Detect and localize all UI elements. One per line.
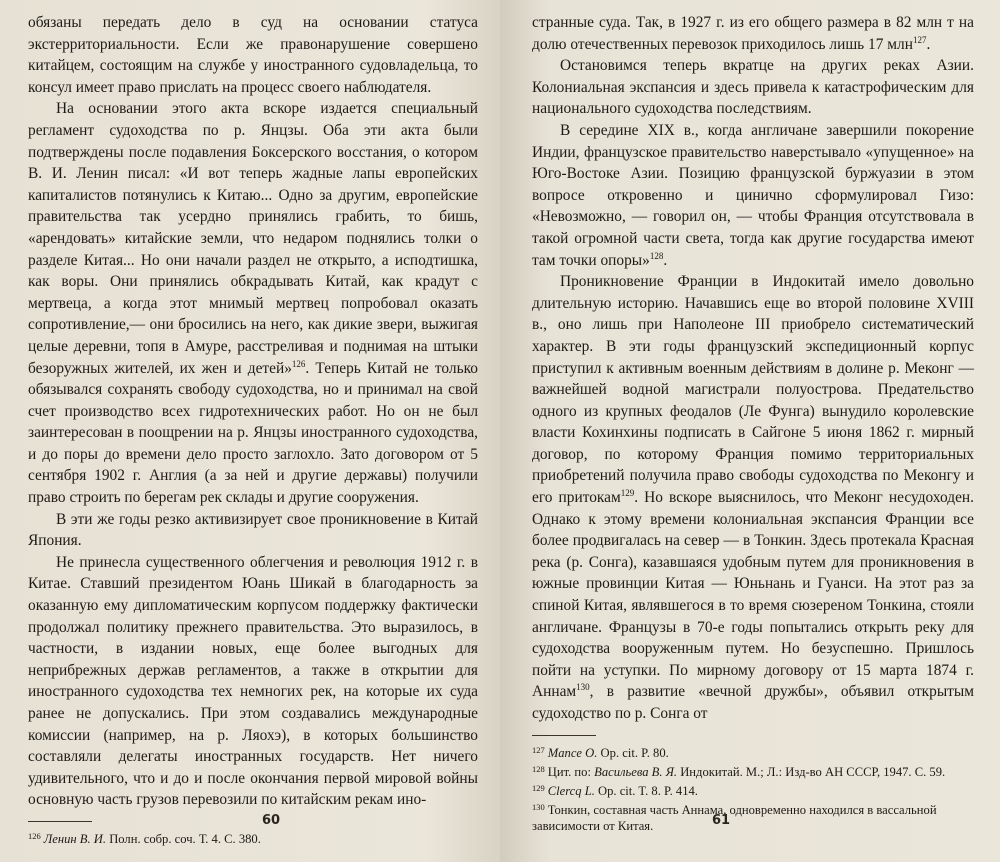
paragraph: обязаны передать дело в суд на основании статуса экстерриториальности. Если же правонарушение совершено китайцем, состоящим на службе у иностранного судовладельца, то консул имеет право прислать на процесс своего наблюдателя.: [28, 14, 478, 96]
paragraph-text: .: [926, 35, 931, 53]
paragraph: Не принесла существенного облегчения и революция 1912 г. в Китае. Ставший президентом Юань Шикай в благодарность за оказанную ему дипломатическим корпусом поддержку фактически продолжал политику прежнего правительства. Это выразилось, в частности, в издании новых, еще более выгодных для неприбрежных держав регламентов, а также в открытии для иностранного судоходства тех немногих рек, на которые их суда ранее не допускались. При этом создавались международные комиссии (например, на р. Ляохэ), в которых большинство составляли делегаты иностранных государств. Нет ничего удивительного, что и до и после окончания первой мировой войны основную часть грузов перевозили по китайским рекам ино-: [28, 553, 478, 809]
footnote: [532, 799, 974, 834]
right-page-text: [532, 12, 974, 725]
footnote-author: Васильева В. Я.: [594, 764, 678, 779]
paragraph: [28, 98, 478, 508]
paragraph: [532, 120, 974, 271]
footnote-ref: 127: [912, 34, 927, 45]
footnotes: [28, 828, 478, 847]
footnote-rule: [28, 821, 92, 822]
footnote-number: 128: [532, 763, 545, 774]
footnote-number: 127: [532, 744, 545, 755]
footnote-rule: [532, 735, 596, 736]
footnote-number: 130: [532, 801, 545, 812]
footnote-author: Ленин В. И.: [43, 831, 107, 846]
paragraph-text: , в развитие «вечной дружбы», объявил открытым судоходство по р. Сонга от: [532, 683, 974, 722]
footnote-number: 129: [532, 782, 545, 793]
paragraph-text: странные суда. Так, в 1927 г. из его общего размера в 82 млн т на долю отечественных перевозок приходилось лишь 17 млн: [532, 14, 974, 53]
paragraph: [532, 12, 974, 55]
paragraph-text: В середине XIX в., когда англичане завершили покорение Индии, французское правительство наверстывало «упущенное» на Юго-Востоке Азии. Позицию французской буржуазии в этом вопросе откровенно и цинично сформулировал Гизо: «Невозможно, — говорил он, — чтобы Франция отсутствовала в такой огромной части света, тогда как другие государства имеют там точки опоры»: [532, 121, 974, 269]
footnote-ref: 129: [620, 488, 635, 499]
footnote-author: Clercq L.: [547, 783, 595, 798]
footnote-ref: 126: [291, 358, 306, 369]
footnotes: [532, 742, 974, 834]
left-page-text: [28, 12, 478, 811]
footnote-ref: 128: [649, 250, 664, 261]
paragraph: В эти же годы резко активизирует свое проникновение в Китай Япония.: [28, 510, 478, 550]
paragraph-text: .: [663, 251, 668, 269]
footnote-number: 126: [28, 830, 41, 841]
footnote: [28, 828, 478, 847]
paragraph: Остановимся теперь вкратце на других реках Азии. Колониальная экспансия и здесь привела к катастрофическим для национального судоходства последствиям.: [532, 57, 974, 118]
paragraph-text: . Но вскоре выяснилось, что Меконг несудоходен. Однако к этому времени колониальная экспансия Франции все более продвигалась на север — в Тонкин. Здесь протекала Красная река (р. Сонга), казавшаяся удобным путем для проникновения в южные провинции Китая — Юньнань и Гуанси. На этот раз за спиной Китая, являвшегося в то время сюзереном Тонкина, стояли англичане. Французы в 70-е годы попытались открыть реку для судоходства вооруженным путем. Но безуспешно. Пришлось пойти на уступки. По мирному договору от 15 марта 1874 г. Аннам: [532, 489, 974, 701]
footnote-text: Индокитай. М.; Л.: Изд-во АН СССР, 1947. С. 59.: [677, 764, 946, 779]
page-number: 60: [262, 813, 281, 828]
page-number: 61: [712, 813, 731, 828]
footnote-ref: 130: [576, 682, 590, 693]
paragraph: [532, 271, 974, 724]
footnote-text: Полн. собр. соч. Т. 4. С. 380.: [106, 831, 261, 846]
footnote-text: Op. cit. T. 8. P. 414.: [594, 783, 698, 798]
paragraph-text: На основании этого акта вскоре издается специальный регламент судоходства по р. Янцзы. Оба эти акта были подтверждены после подавления Боксерского восстания, о котором В. И. Ленин писал: «И вот теперь жадные лапы европейских капиталистов потянулись к Китаю... Одно за другим, европейские правительства так усердно принялись грабить, то бишь, «арендовать» китайские земли, что недаром поднялись толки о разделе Китая... Но они начали раздел не открыто, а исподтишка, как воры. Они принялись обкрадывать Китай, как крадут с мертвеца, а когда этот мнимый мертвец попробовал оказать сопротивление,— они бросились на него, как дикие звери, выжигая целые деревни, топя в Амуре, расстреливая и поднимая на штыки безоружных жителей, их жен и детей»: [28, 100, 478, 377]
footnote: [532, 761, 974, 780]
footnote-prefix: Тонкин, составная часть Аннама, одновременно находился в вассальной зависимости от Китая.: [532, 802, 937, 833]
footnote: [532, 742, 974, 761]
footnote-author: Mance O.: [547, 745, 598, 760]
paragraph-text: . Теперь Китай не только обязывался сохранять свободу судоходства, но и принимал на свой счет производство всех гидротехнических работ. Но он не был заинтересован в поощрении на р. Янцзы иностранного судоходства, и до поры до времени дело просто заглохло. Зато договором от 5 сентября 1902 г. Англия (а за ней и другие державы) получили право строить по берегам рек склады и другие сооружения.: [28, 359, 478, 507]
footnote-prefix: Цит. по:: [547, 764, 595, 779]
footnote-text: Op. cit. P. 80.: [597, 745, 669, 760]
footnote: [532, 780, 974, 799]
paragraph-text: Проникновение Франции в Индокитай имело довольно длительную историю. Начавшись еще во второй половине XVIII в., оно лишь при Наполеоне III приобрело систематический характер. В эти годы французский экспедиционный корпус приступил к активным военным действиям в долине р. Меконг — важнейшей водной магистрали полуострова. Предательство одного из крупных феодалов (Ле Фунга) вынудило королевские власти Кохинхины подписать в Сайгоне 5 июня 1862 г. мирный договор, по которому Франция помимо территориальных приобретений получила право свободы судоходства по Меконгу и его притокам: [532, 273, 974, 507]
right-page: [500, 0, 1000, 862]
